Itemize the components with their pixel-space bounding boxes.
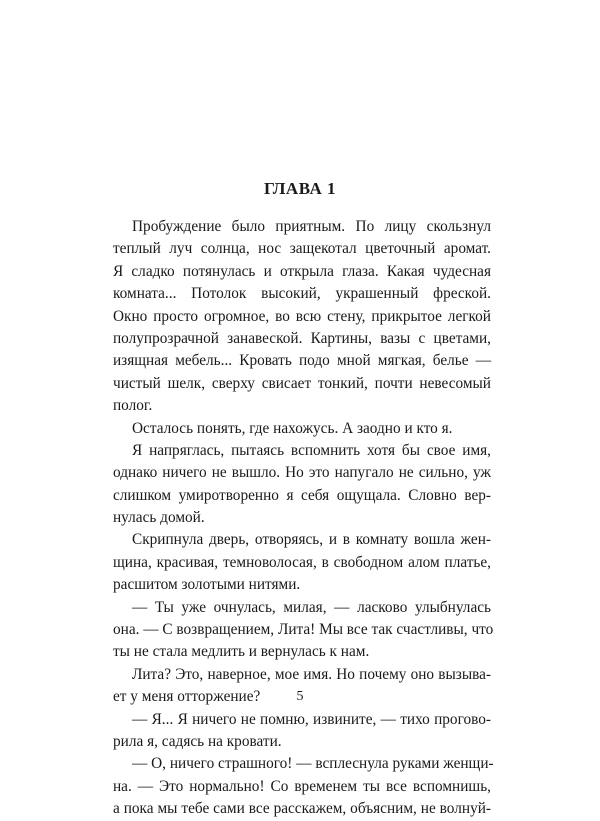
text-line: Окно просто огромное, во всю стену, прикрытое легкой [113,307,491,325]
text-line: полупрозрачной занавеской. Картины, вазы с цветами, [113,329,491,347]
text-line: слишком умиротворенно я себя ощущала. Словно вер- [113,486,491,504]
text-line: Скрипнула дверь, отворяясь, и в комнату вошла жен- [132,531,491,549]
text-line: Пробуждение было приятным. По лицу скользнул [132,218,491,235]
text-line: а пока мы тебе сами все расскажем, объясним, не волнуй- [113,800,491,818]
text-line: комната... Потолок высокий, украшенный фреской. [113,285,491,303]
text-line: полог. [113,397,153,415]
text-line: чистый шелк, сверху свисает тонкий, почти невесомый [113,374,491,392]
text-line: расшитом золотыми нитями. [113,576,301,594]
text-line: однако ничего не вышло. Но это напугало не сильно, уж [113,464,491,482]
text-line: Осталось понять, где нахожусь. А заодно и кто я. [132,419,453,437]
text-line: щина, красивая, темноволосая, в свободном алом платье, [113,553,491,571]
text-line: рила я, садясь на кровати. [113,732,282,750]
text-line: изящная мебель... Кровать подо мной мягкая, белье — [113,352,491,370]
page-number: 5 [296,689,304,704]
text-line: теплый луч солнца, нос защекотал цветочный аромат. [113,240,491,258]
text-line: Я напряглась, пытаясь вспомнить хотя бы свое имя, [132,441,491,459]
text-line: Лита? Это, наверное, мое имя. Но почему оно вызыва- [132,665,491,683]
text-line: — Ты уже очнулась, милая, — ласково улыбнулась [132,598,491,616]
chapter-title: ГЛАВА 1 [264,179,336,198]
text-line: ты не стала медлить и вернулась к нам. [113,643,370,661]
text-line: на. — Это нормально! Со временем ты все вспомнишь, [113,777,491,795]
text-line: — Я... Я ничего не помню, извините, — тихо прогово- [132,710,491,728]
text-line: она. — С возвращением, Лита! Мы все так счастливы, что [113,621,494,639]
text-line: нулась домой. [113,509,205,527]
text-line: ет у меня отторжение? [113,688,261,706]
text-line: Я сладко потянулась и открыла глаза. Какая чудесная [113,262,491,280]
text-line: — О, ничего страшного! — всплеснула руками женщи- [132,755,494,773]
body-text [113,216,494,821]
